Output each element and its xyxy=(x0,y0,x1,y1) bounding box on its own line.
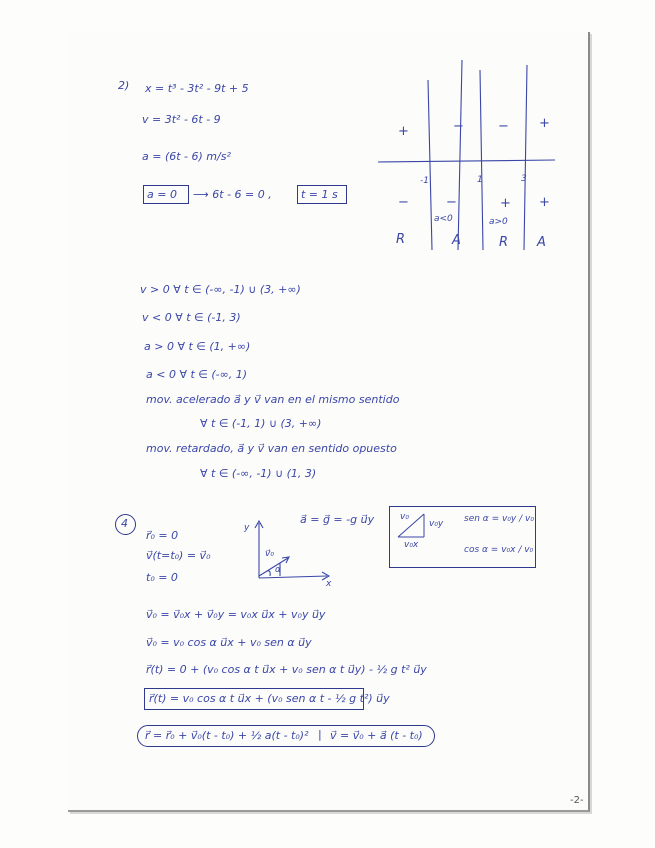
sin-alpha-eq: sen α = v₀y / v₀ xyxy=(464,514,534,524)
row1-sign-2: − xyxy=(453,119,464,134)
row2-sign-2: − xyxy=(446,195,457,210)
retarded-motion-text: mov. retardado, a⃗ y v⃗ van en sentido opuesto xyxy=(146,442,397,455)
general-position-eq: r⃗ = r⃗₀ + v⃗₀(t - t₀) + ½ a(t - t₀)² xyxy=(145,729,309,742)
v-negative-interval: v < 0 ∀ t ∈ (-1, 3) xyxy=(142,311,241,324)
v0-vector-label: v⃗₀ xyxy=(265,549,274,559)
acceleration-equation: a = (6t - 6) m/s² xyxy=(142,150,231,163)
problem-2-number: 2) xyxy=(118,79,130,92)
velocity-equation: v = 3t² - 6t - 9 xyxy=(142,113,221,126)
row2-sign-3: + xyxy=(500,196,511,211)
position-derivation: r⃗(t) = 0 + (v₀ cos α t u⃗x + v₀ sen α t u⃗y) - ½ g t² u⃗y xyxy=(146,663,427,676)
a-zero-label: a = 0 xyxy=(147,188,177,201)
triangle-v0y: v₀y xyxy=(429,519,444,529)
letter-R-2: R xyxy=(499,235,509,250)
accelerated-interval: ∀ t ∈ (-1, 1) ∪ (3, +∞) xyxy=(200,417,322,430)
letter-R-1: R xyxy=(396,232,406,247)
row1-sign-4: + xyxy=(539,116,550,131)
row2-sign-4: + xyxy=(539,195,550,210)
retarded-interval: ∀ t ∈ (-∞, -1) ∪ (1, 3) xyxy=(200,467,317,480)
a-positive-interval: a > 0 ∀ t ∈ (1, +∞) xyxy=(144,340,251,353)
acceleration-gravity: a⃗ = g⃗ = -g u⃗y xyxy=(300,513,375,526)
accelerated-motion-text: mov. acelerado a⃗ y v⃗ van en el mismo sentido xyxy=(146,393,400,406)
letter-A-2: A xyxy=(537,235,546,250)
row1-sign-1: + xyxy=(398,124,409,139)
y-axis-label: y xyxy=(244,523,250,533)
v-positive-interval: v > 0 ∀ t ∈ (-∞, -1) ∪ (3, +∞) xyxy=(140,283,301,296)
x-axis-label: x xyxy=(326,579,332,589)
triangle-v0x: v₀x xyxy=(404,540,419,550)
angle-alpha: α xyxy=(275,565,281,575)
separator-bar: | xyxy=(318,728,322,741)
r0-condition: r⃗₀ = 0 xyxy=(146,529,179,542)
tick-label-1: 1 xyxy=(477,175,483,185)
note-a-negative: a<0 xyxy=(434,214,453,224)
a-negative-interval: a < 0 ∀ t ∈ (-∞, 1) xyxy=(146,368,248,381)
v0-components: v⃗₀ = v⃗₀x + v⃗₀y = v₀x u⃗x + v₀y u⃗y xyxy=(146,608,326,621)
tick-label-3: 3 xyxy=(521,174,527,184)
general-velocity-eq: v⃗ = v⃗₀ + a⃗ (t - t₀) xyxy=(330,729,423,742)
row1-sign-3: − xyxy=(498,119,509,134)
position-equation: x = t³ - 3t² - 9t + 5 xyxy=(145,82,249,95)
v0-trig-components: v⃗₀ = v₀ cos α u⃗x + v₀ sen α u⃗y xyxy=(146,636,312,649)
arrow-equation: ⟶ 6t - 6 = 0 , xyxy=(193,188,272,201)
page-number: -2- xyxy=(570,795,584,806)
cos-alpha-eq: cos α = v₀x / v₀ xyxy=(464,545,534,555)
tick-label-minus1: -1 xyxy=(420,176,429,186)
t0-condition: t₀ = 0 xyxy=(146,571,178,584)
triangle-v0: v₀ xyxy=(400,512,409,522)
problem-4-number: 4 xyxy=(121,517,128,530)
note-a-positive: a>0 xyxy=(489,217,508,227)
letter-A-1: A xyxy=(452,233,461,248)
v-t0-condition: v⃗(t=t₀) = v⃗₀ xyxy=(146,549,211,562)
position-result: r⃗(t) = v₀ cos α t u⃗x + (v₀ sen α t - ½ g t²) u⃗y xyxy=(149,692,390,705)
row2-sign-1: − xyxy=(398,195,409,210)
t-result-label: t = 1 s xyxy=(301,188,338,201)
